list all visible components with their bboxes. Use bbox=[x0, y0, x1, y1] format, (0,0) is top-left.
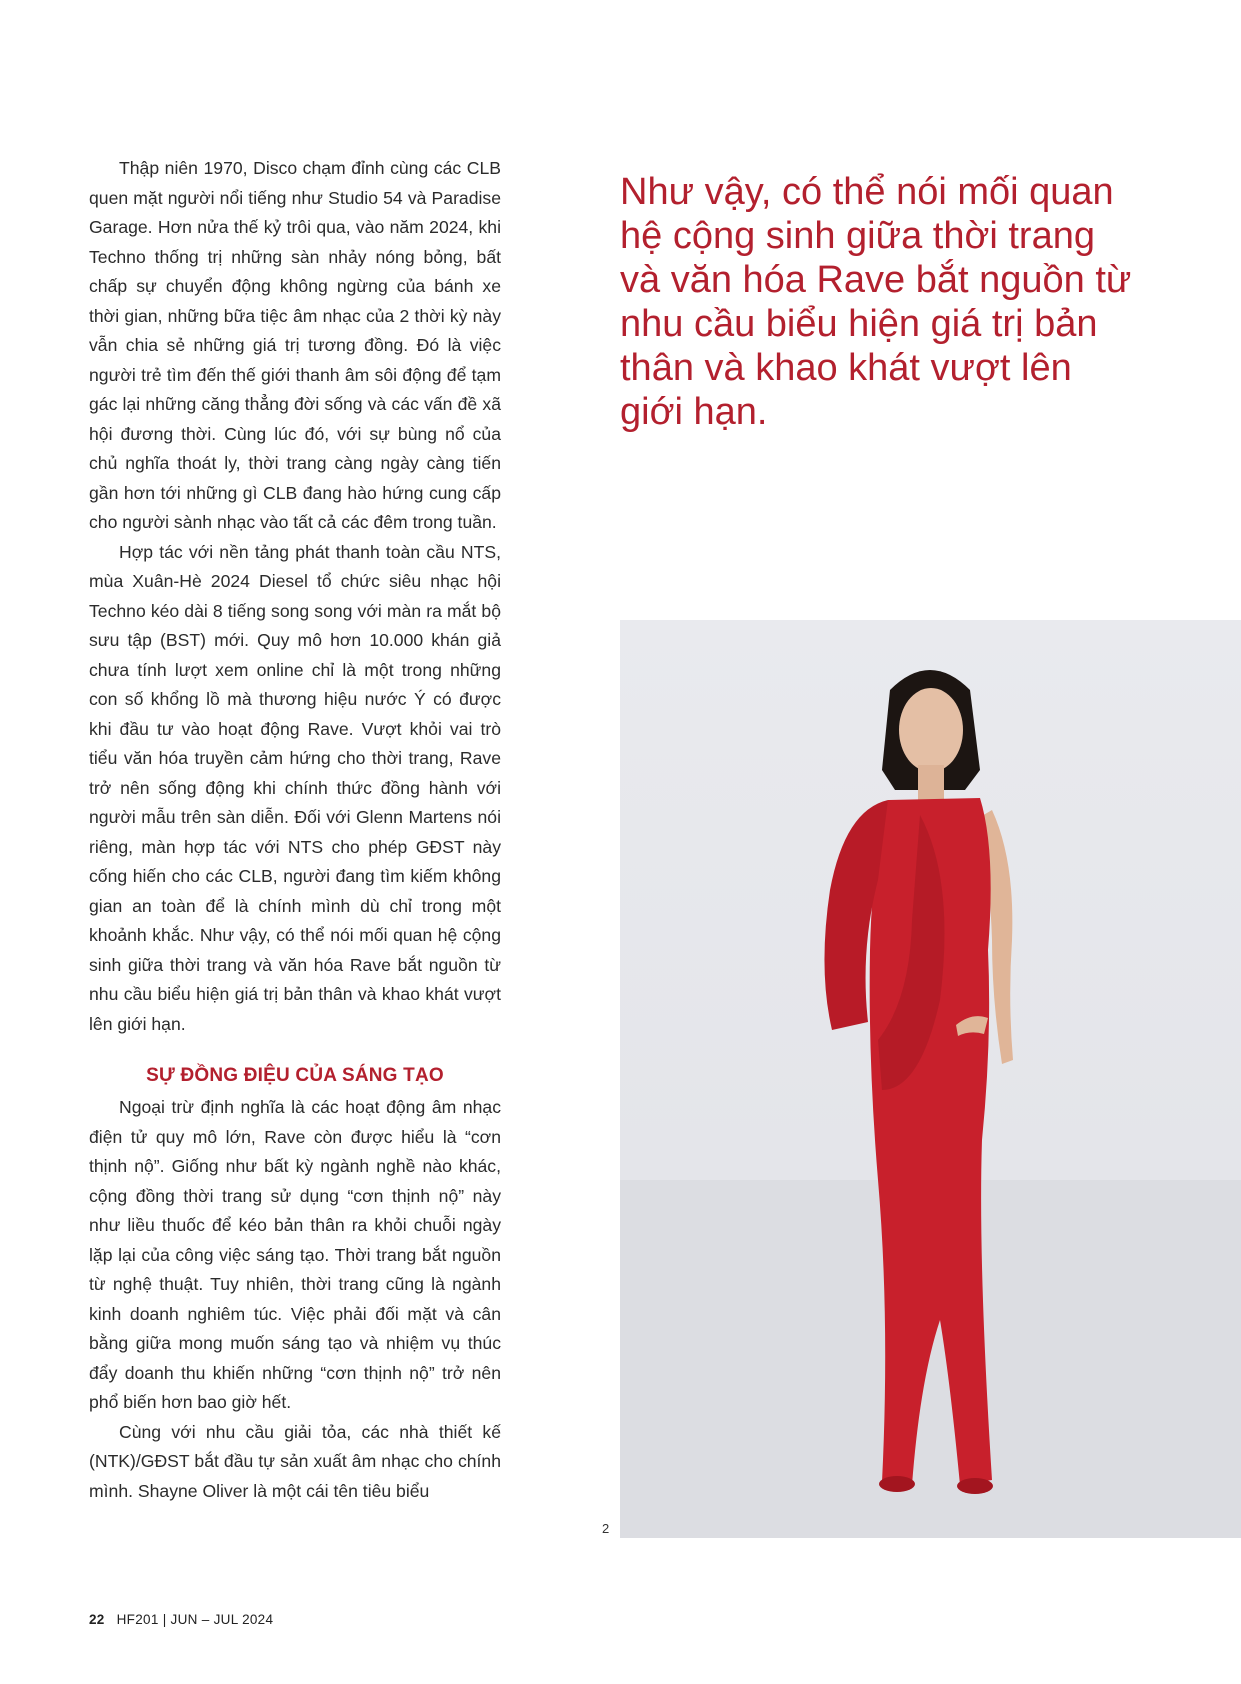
shoe-right bbox=[957, 1478, 993, 1494]
article-body-left bbox=[89, 154, 501, 1506]
photo-number: 2 bbox=[602, 1521, 610, 1536]
section-heading: SỰ ĐỒNG ĐIỆU CỦA SÁNG TẠO bbox=[146, 1065, 444, 1086]
paragraph-2: Hợp tác với nền tảng phát thanh toàn cầu NTS, mùa Xuân-Hè 2024 Diesel tổ chức siêu nhạc hội Techno kéo dài 8 tiếng song song với màn ra mắt bộ sưu tập (BST) mới. Quy mô hơn 10.000 khán giả chưa tính lượt xem online chỉ là một trong những con số khổng lồ mà thương hiệu nước Ý có được khi đầu tư vào hoạt động Rave. Vượt khỏi vai trò tiểu văn hóa truyền cảm hứng cho thời trang, Rave trở nên sống động khi chính thức đồng hành với người mẫu trên sàn diễn. Đối với Glenn Martens nói riêng, màn hợp tác với NTS cho phép GĐST này cống hiến cho các CLB, người đang tìm kiếm không gian an toàn để là chính mình dù chỉ trong một khoảnh khắc. Như vậy, có thể nói mối quan hệ cộng sinh giữa thời trang và văn hóa Rave bắt nguồn từ nhu cầu biểu hiện giá trị bản thân và khao khát vượt lên giới hạn. bbox=[89, 541, 501, 1034]
runway-photo bbox=[620, 620, 1241, 1538]
shoe-left bbox=[879, 1476, 915, 1492]
model-in-red-dress-illustration bbox=[620, 620, 1241, 1538]
page-number: 22 bbox=[89, 1612, 105, 1627]
face bbox=[899, 688, 963, 772]
paragraph-4: Cùng với nhu cầu giải tỏa, các nhà thiết kế (NTK)/GĐST bắt đầu tự sản xuất âm nhạc cho chính mình. Shayne Oliver là một cái tên tiêu biểu bbox=[89, 1421, 501, 1501]
paragraph-3: Ngoại trừ định nghĩa là các hoạt động âm nhạc điện tử quy mô lớn, Rave còn được hiểu là “cơn thịnh nộ”. Giống như bất kỳ ngành nghề nào khác, cộng đồng thời trang sử dụng “cơn thịnh nộ” này như liều thuốc để kéo bản thân ra khỏi chuỗi ngày lặp lại của công việc sáng tạo. Thời trang bắt nguồn từ nghệ thuật. Tuy nhiên, thời trang cũng là ngành kinh doanh nghiêm túc. Việc phải đối mặt và cân bằng giữa mong muốn sáng tạo và nhiệm vụ thúc đẩy doanh thu khiến những “cơn thịnh nộ” trở nên phổ biến hơn bao giờ hết. bbox=[89, 1097, 501, 1412]
issue-info: HF201 | JUN – JUL 2024 bbox=[116, 1612, 274, 1627]
page-footer bbox=[89, 1612, 273, 1627]
pull-quote: Như vậy, có thể nói mối quan hệ cộng sinh giữa thời trang và văn hóa Rave bắt nguồn từ nhu cầu biểu hiện giá trị bản thân và khao khát vượt lên giới hạn. bbox=[620, 171, 1132, 433]
paragraph-1: Thập niên 1970, Disco chạm đỉnh cùng các CLB quen mặt người nổi tiếng như Studio 54 và Paradise Garage. Hơn nửa thế kỷ trôi qua, vào năm 2024, khi Techno thống trị những sàn nhảy nóng bỏng, bất chấp sự chuyển động không ngừng của bánh xe thời gian, những bữa tiệc âm nhạc của 2 thời kỳ này vẫn chia sẻ những giá trị tương đồng. Đó là việc người trẻ tìm đến thế giới thanh âm sôi động để tạm gác lại những căng thẳng đời sống và các vấn đề xã hội đương thời. Cùng lúc đó, với sự bùng nổ của chủ nghĩa thoát ly, thời trang càng ngày càng tiến gần hơn tới những gì CLB đang hào hứng cung cấp cho người sành nhạc vào tất cả các đêm trong tuần. bbox=[89, 158, 501, 532]
